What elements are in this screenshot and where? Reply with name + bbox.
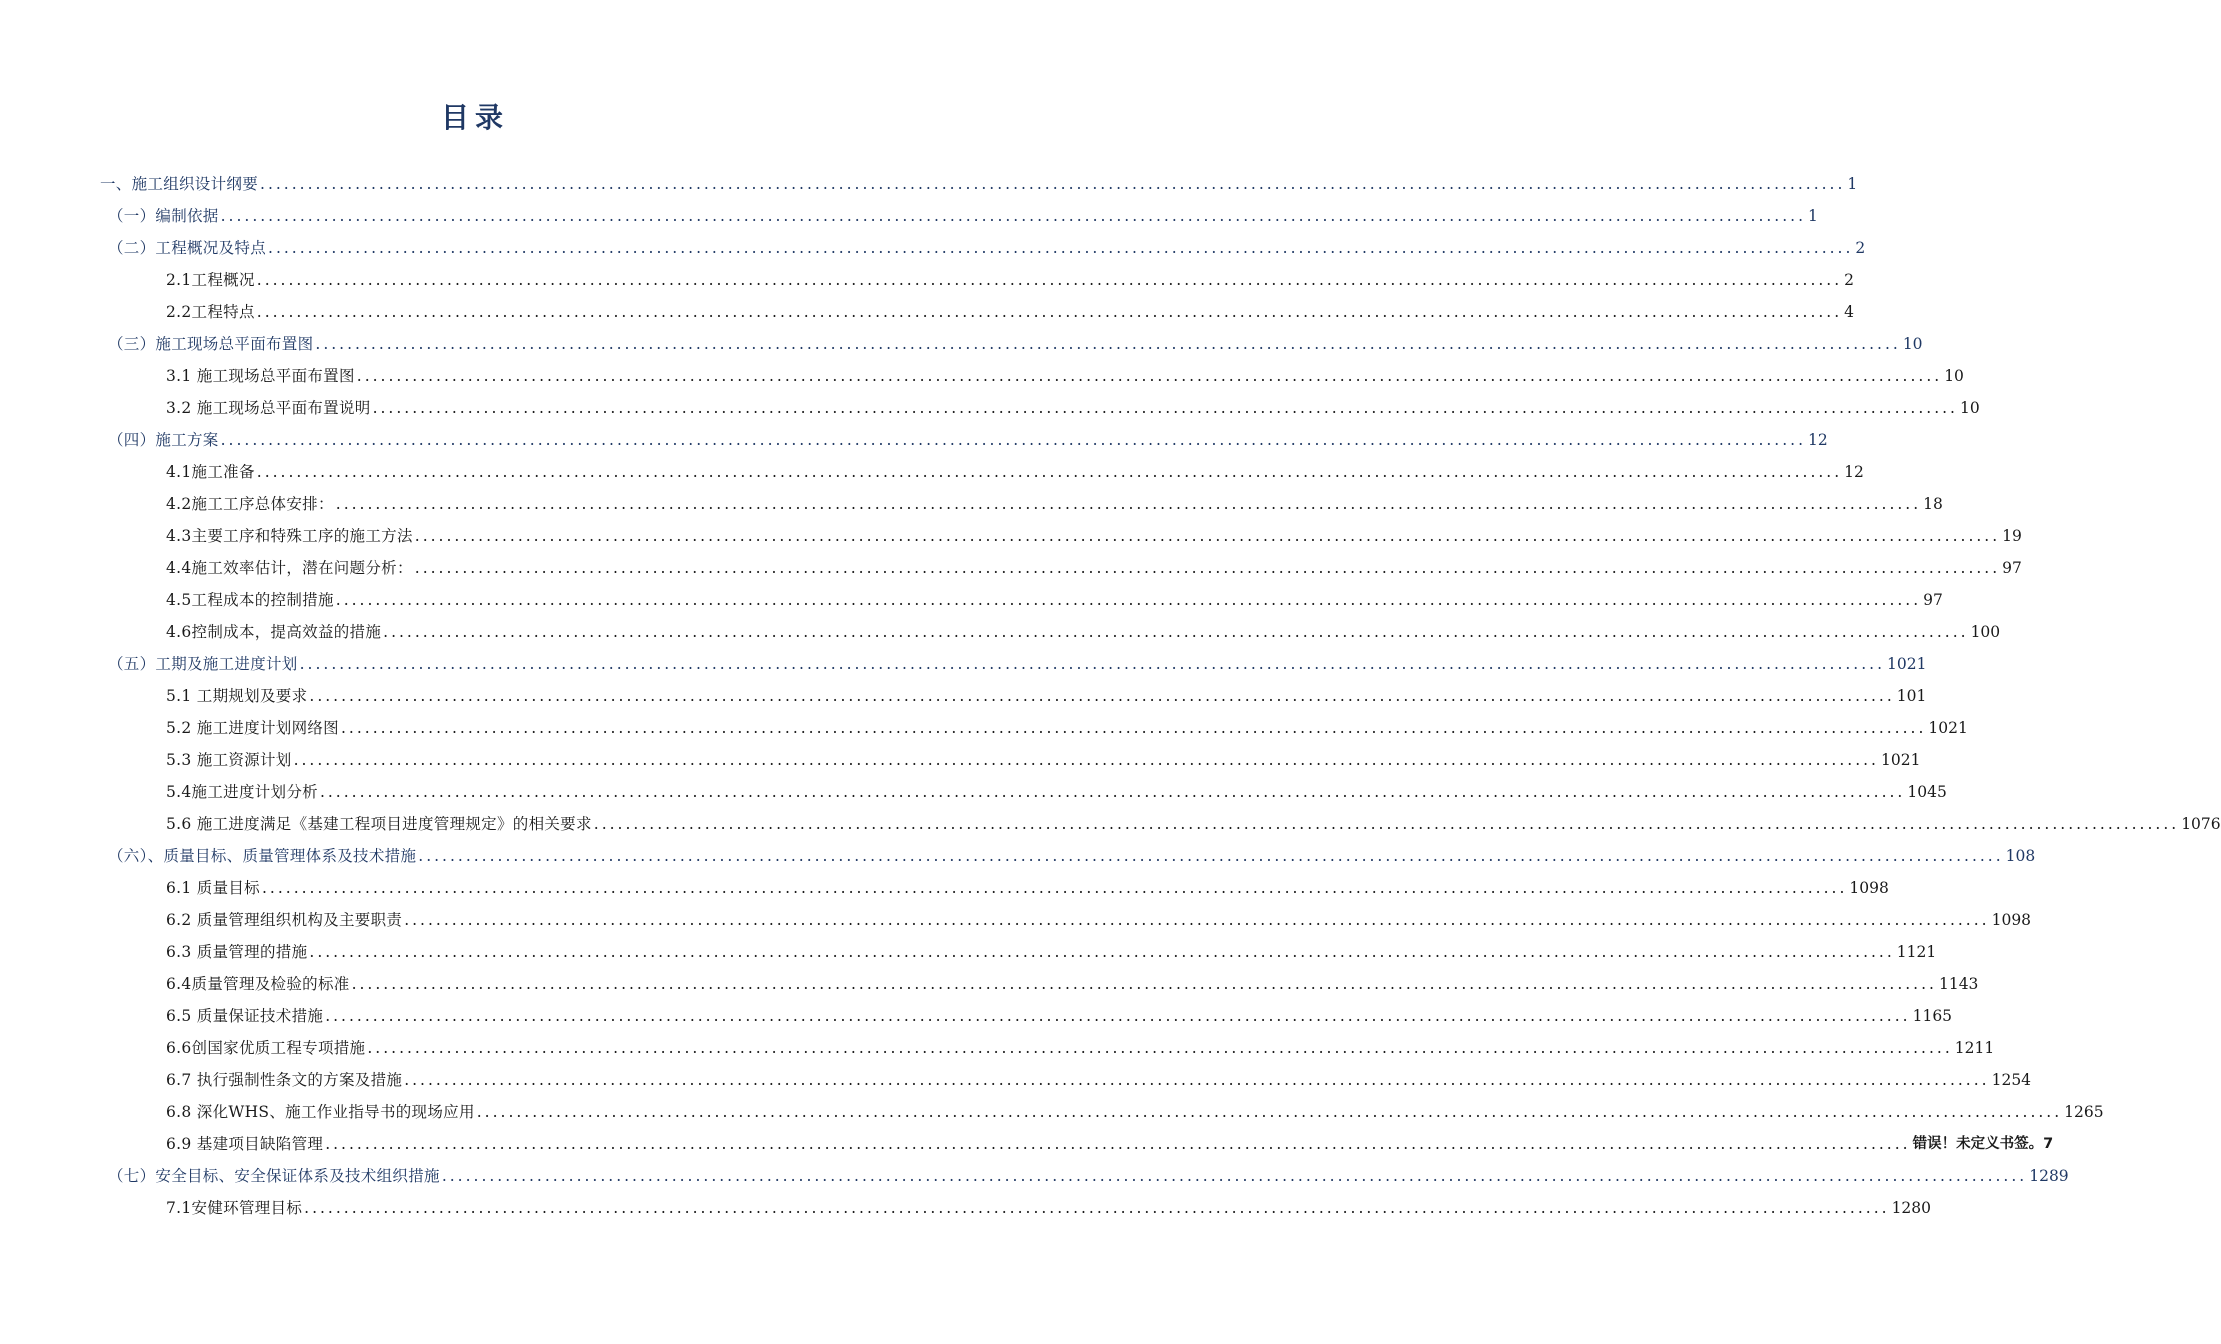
- toc-entry[interactable]: [0, 200, 1818, 232]
- toc-leader-dots: ........................................................................................................................................................................................................: [335, 495, 1922, 513]
- toc-entry-page-number: 1143: [1938, 975, 1979, 993]
- toc-entry-label: 4.3主要工序和特殊工序的施工方法: [166, 527, 413, 545]
- toc-entry-label: 2.2工程特点: [166, 303, 255, 321]
- toc-entry-label: 5.1 工期规划及要求: [166, 687, 308, 705]
- toc-entry-page-number: 1: [1808, 207, 1818, 225]
- toc-entry-label: 5.4施工进度计划分析: [166, 783, 318, 801]
- toc-entry-page-number: 18: [1923, 495, 1943, 513]
- toc-leader-dots: ........................................................................................................................................................................................................: [220, 431, 1807, 449]
- toc-entry[interactable]: [0, 488, 1943, 520]
- toc-entry-label: （七）安全目标、安全保证体系及技术组织措施: [108, 1167, 440, 1185]
- toc-leader-dots: ........................................................................................................................................................................................................: [367, 1039, 1953, 1057]
- toc-entry[interactable]: [0, 1160, 2069, 1192]
- toc-entry[interactable]: [0, 680, 1927, 712]
- table-of-contents: [0, 168, 2221, 1224]
- toc-entry[interactable]: [0, 1032, 1995, 1064]
- toc-leader-dots: ........................................................................................................................................................................................................: [299, 655, 1886, 673]
- toc-entry-page-number: 1211: [1954, 1039, 1995, 1057]
- toc-entry-label: 一、施工组织设计纲要: [100, 175, 259, 193]
- toc-entry-label: 5.6 施工进度满足《基建工程项目进度管理规定》的相关要求: [166, 815, 592, 833]
- toc-leader-dots: ........................................................................................................................................................................................................: [476, 1103, 2063, 1121]
- toc-leader-dots: ........................................................................................................................................................................................................: [414, 527, 2001, 545]
- toc-entry-label: 6.3 质量管理的措施: [166, 943, 308, 961]
- toc-entry-label: 4.6控制成本，提高效益的措施: [166, 623, 382, 641]
- toc-leader-dots: ........................................................................................................................................................................................................: [315, 335, 1901, 353]
- toc-entry-label: 4.4施工效率估计，潜在问题分析：: [166, 559, 413, 577]
- toc-entry-page-number: 1021: [1880, 751, 1921, 769]
- toc-entry-page-number: 1265: [2064, 1103, 2104, 1121]
- toc-leader-dots: ........................................................................................................................................................................................................: [293, 751, 1879, 769]
- toc-leader-dots: ........................................................................................................................................................................................................: [325, 1007, 1911, 1025]
- toc-entry-page-number: 19: [2002, 527, 2022, 545]
- toc-entry[interactable]: [0, 520, 2022, 552]
- toc-entry-page-number: 1021: [1887, 655, 1927, 673]
- toc-entry-label: 7.1安健环管理目标: [166, 1199, 303, 1217]
- toc-leader-dots: ........................................................................................................................................................................................................: [256, 271, 1843, 289]
- toc-entry[interactable]: [0, 456, 1864, 488]
- toc-entry-page-number: 1098: [1991, 911, 2032, 929]
- toc-entry[interactable]: [0, 1096, 2104, 1128]
- toc-entry[interactable]: [0, 744, 1921, 776]
- toc-entry-page-number: 4: [1844, 303, 1855, 321]
- toc-entry[interactable]: [0, 872, 1889, 904]
- toc-entry[interactable]: [0, 296, 1855, 328]
- toc-leader-dots: ........................................................................................................................................................................................................: [383, 623, 1969, 641]
- toc-entry-label: 6.1 质量目标: [166, 879, 260, 897]
- toc-entry[interactable]: [0, 968, 1979, 1000]
- toc-entry-label: 4.5工程成本的控制措施: [166, 591, 334, 609]
- toc-entry-label: 5.2 施工进度计划网络图: [166, 719, 339, 737]
- toc-leader-dots: ........................................................................................................................................................................................................: [309, 943, 1895, 961]
- toc-leader-dots: ........................................................................................................................................................................................................: [261, 879, 1848, 897]
- toc-entry-page-number: 12: [1844, 463, 1864, 481]
- toc-entry[interactable]: [0, 648, 1927, 680]
- toc-entry-page-number: 2: [1855, 239, 1866, 257]
- toc-entry-label: （二）工程概况及特点: [108, 239, 267, 257]
- toc-entry-label: 6.7 执行强制性条文的方案及措施: [166, 1071, 403, 1089]
- toc-entry[interactable]: [0, 232, 1866, 264]
- toc-leader-dots: ........................................................................................................................................................................................................: [256, 303, 1843, 321]
- toc-entry-page-number: 101: [1896, 687, 1927, 705]
- toc-entry[interactable]: [0, 712, 1968, 744]
- toc-entry-page-number: 1280: [1891, 1199, 1932, 1217]
- toc-entry[interactable]: [0, 776, 1947, 808]
- toc-entry-page-number: 1045: [1907, 783, 1947, 801]
- toc-entry-label: 6.9 基建项目缺陷管理: [166, 1135, 324, 1153]
- toc-entry-page-number: 1289: [2029, 1167, 2069, 1185]
- toc-leader-dots: ........................................................................................................................................................................................................: [304, 1199, 1890, 1217]
- toc-entry-page-number: 1076: [2181, 815, 2221, 833]
- toc-leader-dots: ........................................................................................................................................................................................................: [372, 399, 1958, 417]
- toc-leader-dots: ........................................................................................................................................................................................................: [340, 719, 1927, 737]
- toc-leader-dots: ........................................................................................................................................................................................................: [404, 911, 1990, 929]
- page-title: 目录: [440, 101, 509, 134]
- toc-entry-label: （四）施工方案: [108, 431, 219, 449]
- toc-entry-page-number: 97: [1923, 591, 1943, 609]
- toc-entry-page-number: 10: [1959, 399, 1980, 417]
- toc-entry-page-number: 10: [1902, 335, 1923, 353]
- toc-leader-dots: ........................................................................................................................................................................................................: [319, 783, 1906, 801]
- toc-entry[interactable]: [0, 936, 1937, 968]
- toc-entry-label: 3.2 施工现场总平面布置说明: [166, 399, 371, 417]
- toc-entry-page-number: 1121: [1896, 943, 1937, 961]
- toc-entry-label: 4.1施工准备: [166, 463, 255, 481]
- toc-entry-page-number: 10: [1944, 367, 1964, 385]
- toc-leader-dots: ........................................................................................................................................................................................................: [356, 367, 1943, 385]
- toc-entry[interactable]: [0, 616, 2001, 648]
- toc-entry-page-number: 1254: [1991, 1071, 2032, 1089]
- toc-entry[interactable]: [0, 1128, 2054, 1160]
- toc-entry[interactable]: [0, 1064, 2032, 1096]
- toc-entry[interactable]: [0, 840, 2036, 872]
- toc-entry-label: 6.4质量管理及检验的标准: [166, 975, 350, 993]
- toc-entry[interactable]: [0, 392, 1980, 424]
- toc-entry[interactable]: [0, 1000, 1953, 1032]
- toc-entry-page-number: 1: [1847, 175, 1858, 193]
- toc-entry-label: 6.2 质量管理组织机构及主要职责: [166, 911, 403, 929]
- toc-entry[interactable]: [0, 904, 2032, 936]
- toc-leader-dots: ........................................................................................................................................................................................................: [220, 207, 1807, 225]
- toc-entry[interactable]: [0, 584, 1943, 616]
- toc-entry[interactable]: [0, 808, 2221, 840]
- toc-entry-label: 5.3 施工资源计划: [166, 751, 292, 769]
- toc-entry[interactable]: [0, 552, 2022, 584]
- toc-entry-label: 2.1工程概况: [166, 271, 255, 289]
- toc-entry-label: （六）、质量目标、质量管理体系及技术措施: [108, 847, 417, 865]
- toc-leader-dots: ........................................................................................................................................................................................................: [418, 847, 2004, 865]
- toc-entry-label: （五）工期及施工进度计划: [108, 655, 298, 673]
- toc-entry-page-number: 12: [1808, 431, 1828, 449]
- toc-leader-dots: ........................................................................................................................................................................................................: [325, 1135, 1911, 1153]
- toc-entry[interactable]: [0, 424, 1828, 456]
- toc-leader-dots: ........................................................................................................................................................................................................: [268, 239, 1854, 257]
- toc-leader-dots: ........................................................................................................................................................................................................: [414, 559, 2001, 577]
- toc-entry-page-number: 100: [1970, 623, 2001, 641]
- toc-entry-page-number: 1021: [1928, 719, 1968, 737]
- toc-entry-label: （三）施工现场总平面布置图: [108, 335, 314, 353]
- toc-entry-label: 4.2施工工序总体安排：: [166, 495, 334, 513]
- toc-entry[interactable]: [0, 328, 1923, 360]
- toc-entry-page-number: 2: [1844, 271, 1855, 289]
- toc-entry-label: 6.6创国家优质工程专项措施: [166, 1039, 366, 1057]
- toc-leader-dots: ........................................................................................................................................................................................................: [256, 463, 1843, 481]
- toc-entry-label: （一）编制依据: [108, 207, 219, 225]
- toc-entry[interactable]: [0, 168, 1858, 200]
- toc-entry[interactable]: [0, 360, 1964, 392]
- toc-entry-page-number: 错误！未定义书签。7: [1912, 1136, 2054, 1152]
- toc-entry-label: 3.1 施工现场总平面布置图: [166, 367, 355, 385]
- toc-entry[interactable]: [0, 264, 1855, 296]
- toc-leader-dots: ........................................................................................................................................................................................................: [593, 815, 2180, 833]
- toc-entry-label: 6.8 深化WHS、施工作业指导书的现场应用: [166, 1103, 475, 1121]
- toc-leader-dots: ........................................................................................................................................................................................................: [441, 1167, 2028, 1185]
- toc-leader-dots: ........................................................................................................................................................................................................: [351, 975, 1937, 993]
- toc-leader-dots: ........................................................................................................................................................................................................: [404, 1071, 1990, 1089]
- toc-leader-dots: ........................................................................................................................................................................................................: [260, 175, 1846, 193]
- toc-entry-page-number: 1165: [1912, 1007, 1953, 1025]
- toc-leader-dots: ........................................................................................................................................................................................................: [335, 591, 1922, 609]
- toc-entry[interactable]: [0, 1192, 1932, 1224]
- toc-entry-page-number: 108: [2005, 847, 2036, 865]
- toc-entry-page-number: 1098: [1849, 879, 1889, 897]
- toc-entry-label: 6.5 质量保证技术措施: [166, 1007, 324, 1025]
- toc-entry-page-number: 97: [2002, 559, 2022, 577]
- toc-leader-dots: ........................................................................................................................................................................................................: [309, 687, 1895, 705]
